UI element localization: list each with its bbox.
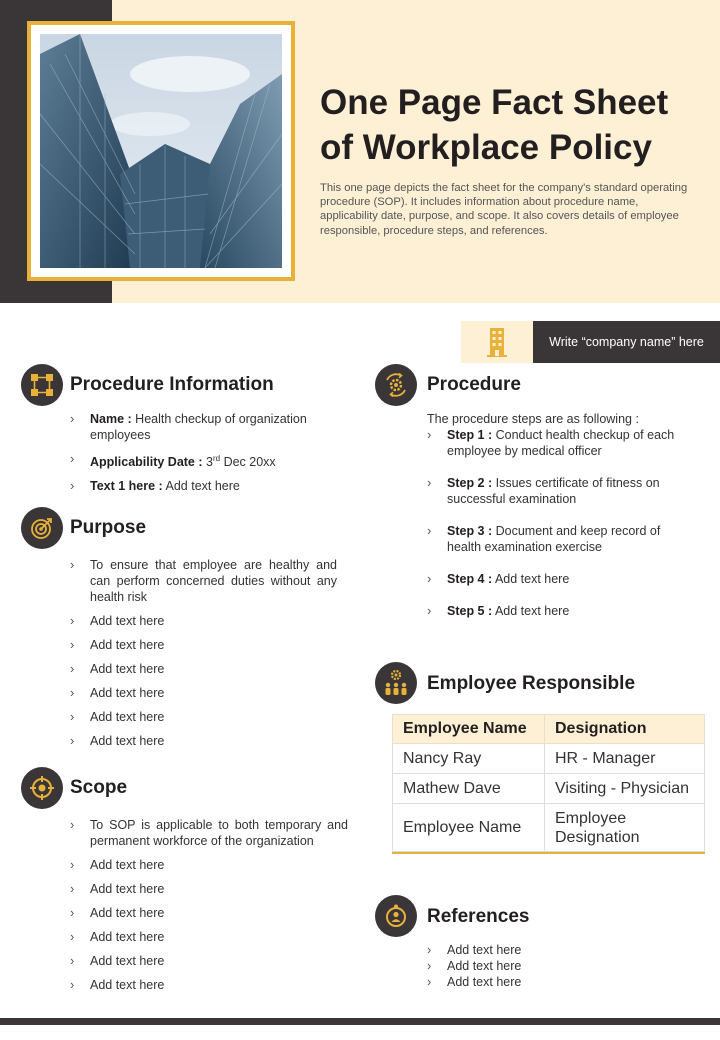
title-line-2: of Workplace Policy <box>320 128 652 167</box>
list-item: › Add text here <box>70 637 337 653</box>
company-name-placeholder: Write “company name” here <box>533 321 720 363</box>
team-gear-icon <box>375 662 417 704</box>
procedure-steps <box>427 427 692 619</box>
list-item: › Step 2 : Issues certificate of fitness on successful examination <box>427 475 692 507</box>
scope-title: Scope <box>70 777 128 798</box>
references-list <box>427 942 627 990</box>
list-item: › Add text here <box>427 942 627 958</box>
list-item: › Add text here <box>70 613 337 629</box>
list-item: › Add text here <box>70 881 348 897</box>
list-item: › To SOP is applicable to both temporary and permanent workforce of the organization <box>70 817 348 849</box>
title-line-1: One Page Fact Sheet <box>320 83 669 122</box>
employee-responsible-title: Employee Responsible <box>427 673 636 694</box>
list-item: › Add text here <box>70 661 337 677</box>
list-item: › Name : Health checkup of organization employees <box>70 411 335 443</box>
list-item: › Add text here <box>70 709 337 725</box>
table-row <box>393 744 705 774</box>
procedure-info-title: Procedure Information <box>70 374 274 395</box>
table-row <box>393 804 705 852</box>
person-badge-icon <box>375 895 417 937</box>
list-item: › To ensure that employee are healthy and can perform concerned duties without any health risk <box>70 557 337 605</box>
employee-table <box>392 714 705 852</box>
procedure-title: Procedure <box>427 374 521 395</box>
table-header-row <box>393 715 705 744</box>
building-icon <box>461 321 533 363</box>
crosshair-icon <box>21 767 63 809</box>
intro-text: This one page depicts the fact sheet for the company's standard operating procedure (SOP). It includes information about procedure name, applicability date, purpose, and scope. It also covers details of employee responsible, procedure steps, and references. <box>320 182 688 237</box>
list-item: › Applicability Date : 3rd Dec 20xx <box>70 451 335 470</box>
table-cell: HR - Manager <box>545 744 705 774</box>
table-row <box>393 774 705 804</box>
list-item: › Step 5 : Add text here <box>427 603 692 619</box>
table-cell: Nancy Ray <box>393 744 545 774</box>
list-item: › Step 4 : Add text here <box>427 571 692 587</box>
cycle-gear-icon <box>375 364 417 406</box>
target-arrow-icon <box>21 507 63 549</box>
list-item: › Add text here <box>70 905 348 921</box>
scope-list <box>70 817 348 993</box>
list-item: › Text 1 here : Add text here <box>70 478 335 494</box>
column-header: Designation <box>545 715 705 744</box>
list-item: › Step 1 : Conduct health checkup of each employee by medical officer <box>427 427 692 459</box>
footer-bar <box>0 1018 720 1025</box>
list-item: › Add text here <box>70 733 337 749</box>
column-header: Employee Name <box>393 715 545 744</box>
list-item: › Add text here <box>70 685 337 701</box>
employee-table-wrap <box>392 714 705 854</box>
table-cell: Employee Designation <box>545 804 705 852</box>
table-cell: Mathew Dave <box>393 774 545 804</box>
list-item: › Add text here <box>70 953 348 969</box>
procedure-intro: The procedure steps are as following : <box>427 412 639 426</box>
page-title <box>320 80 715 170</box>
header-photo-frame <box>27 21 295 281</box>
references-title: References <box>427 906 530 927</box>
list-item: › Add text here <box>70 929 348 945</box>
list-item: › Add text here <box>427 974 627 990</box>
purpose-list <box>70 557 337 749</box>
purpose-title: Purpose <box>70 517 147 538</box>
list-item: › Step 3 : Document and keep record of health examination exercise <box>427 523 692 555</box>
list-item: › Add text here <box>70 857 348 873</box>
flowchart-icon <box>21 364 63 406</box>
building-photo <box>40 34 282 268</box>
table-cell: Employee Name <box>393 804 545 852</box>
list-item: › Add text here <box>70 977 348 993</box>
table-cell: Visiting - Physician <box>545 774 705 804</box>
company-icon-box <box>461 321 533 363</box>
list-item: › Add text here <box>427 958 627 974</box>
procedure-info-list <box>70 411 335 494</box>
